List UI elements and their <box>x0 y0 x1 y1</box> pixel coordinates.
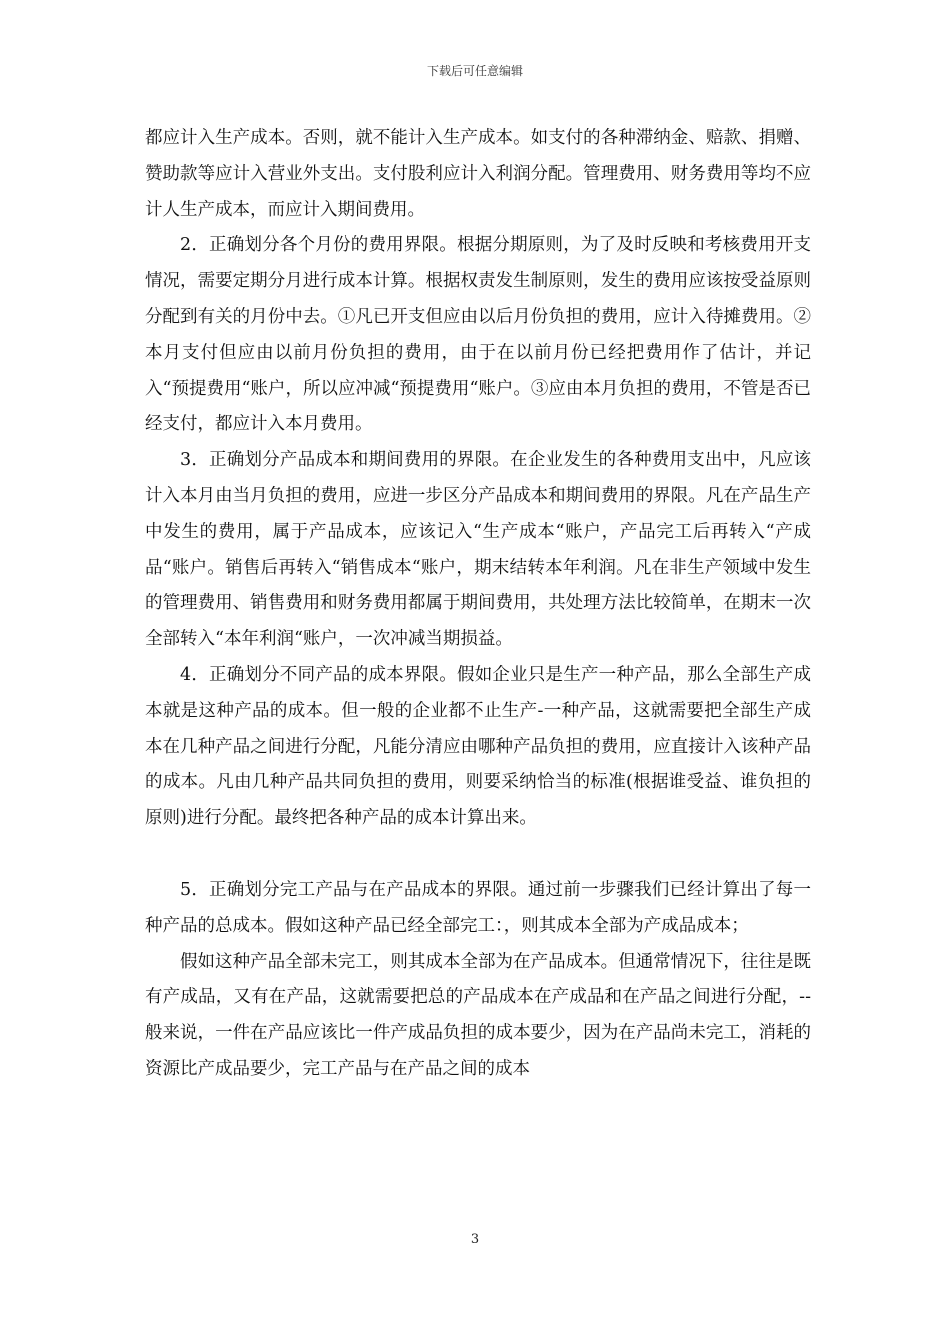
paragraph-item-5: 5．正确划分完工产品与在产品成本的界限。通过前一步骤我们已经计算出了每一种产品的总成本。假如这种产品已经全部完工：，则其成本全部为产成品成本； <box>145 879 811 936</box>
paragraph-item-3: 3．正确划分产品成本和期间费用的界限。在企业发生的各种费用支出中，凡应该计入本月由当月负担的费用，应进一步区分产品成本和期间费用的界限。凡在产品生产中发生的费用，属于产品成本，应该记入“生产成本“账户，产品完工后再转入“产成品“账户。销售后再转入“销售成本“账户，期末结转本年利润。凡在非生产领域中发生的管理费用、销售费用和财务费用都属于期间费用，共处理方法比较简单，在期末一次全部转入“本年利润“账户，一次冲减当期损益。 <box>145 450 811 650</box>
page-number: 3 <box>470 1232 480 1247</box>
paragraph-item-5-continued: 假如这种产品全部未完工，则其成本全部为在产品成本。但通常情况下，往往是既有产成品，又有在产品，这就需要把总的产品成本在产成品和在产品之间进行分配，--般来说，一件在产品应该比一件产成品负担的成本要少，因为在产品尚未完工，消耗的资源比产成品要少，完工产品与在产品之间的成本 <box>145 951 811 1079</box>
page-header: 下载后可任意编辑 <box>426 64 523 78</box>
paragraph-item-4: 4．正确划分不同产品的成本界限。假如企业只是生产一种产品，那么全部生产成本就是这种产品的成本。但一般的企业都不止生产-一种产品，这就需要把全部生产成本在几种产品之间进行分配，凡能分清应由哪种产品负担的费用，应直接计入该种产品的成本。凡由几种产品共同负担的费用，则要采纳恰当的标准(根据谁受益、谁负担的原则)进行分配。最终把各种产品的成本计算出来。 <box>145 664 811 829</box>
document-body <box>145 121 811 1088</box>
paragraph-item-2: 2．正确划分各个月份的费用界限。根据分期原则，为了及时反映和考核费用开支情况，需要定期分月进行成本计算。根据权责发生制原则，发生的费用应该按受益原则分配到有关的月份中去。①凡已开支但应由以后月份负担的费用，应计入待摊费用。②本月支付但应由以前月份负担的费用，由于在以前月份已经把费用作了估计，并记入“预提费用“账户，所以应冲减“预提费用“账户。③应由本月负担的费用，不管是否已经支付，都应计入本月费用。 <box>145 235 811 435</box>
paragraph-continuation: 都应计入生产成本。否则，就不能计入生产成本。如支付的各种滞纳金、赔款、捐赠、赞助款等应计入营业外支出。支付股利应计入利润分配。管理费用、财务费用等均不应计人生产成本，而应计入期间费用。 <box>145 128 811 220</box>
